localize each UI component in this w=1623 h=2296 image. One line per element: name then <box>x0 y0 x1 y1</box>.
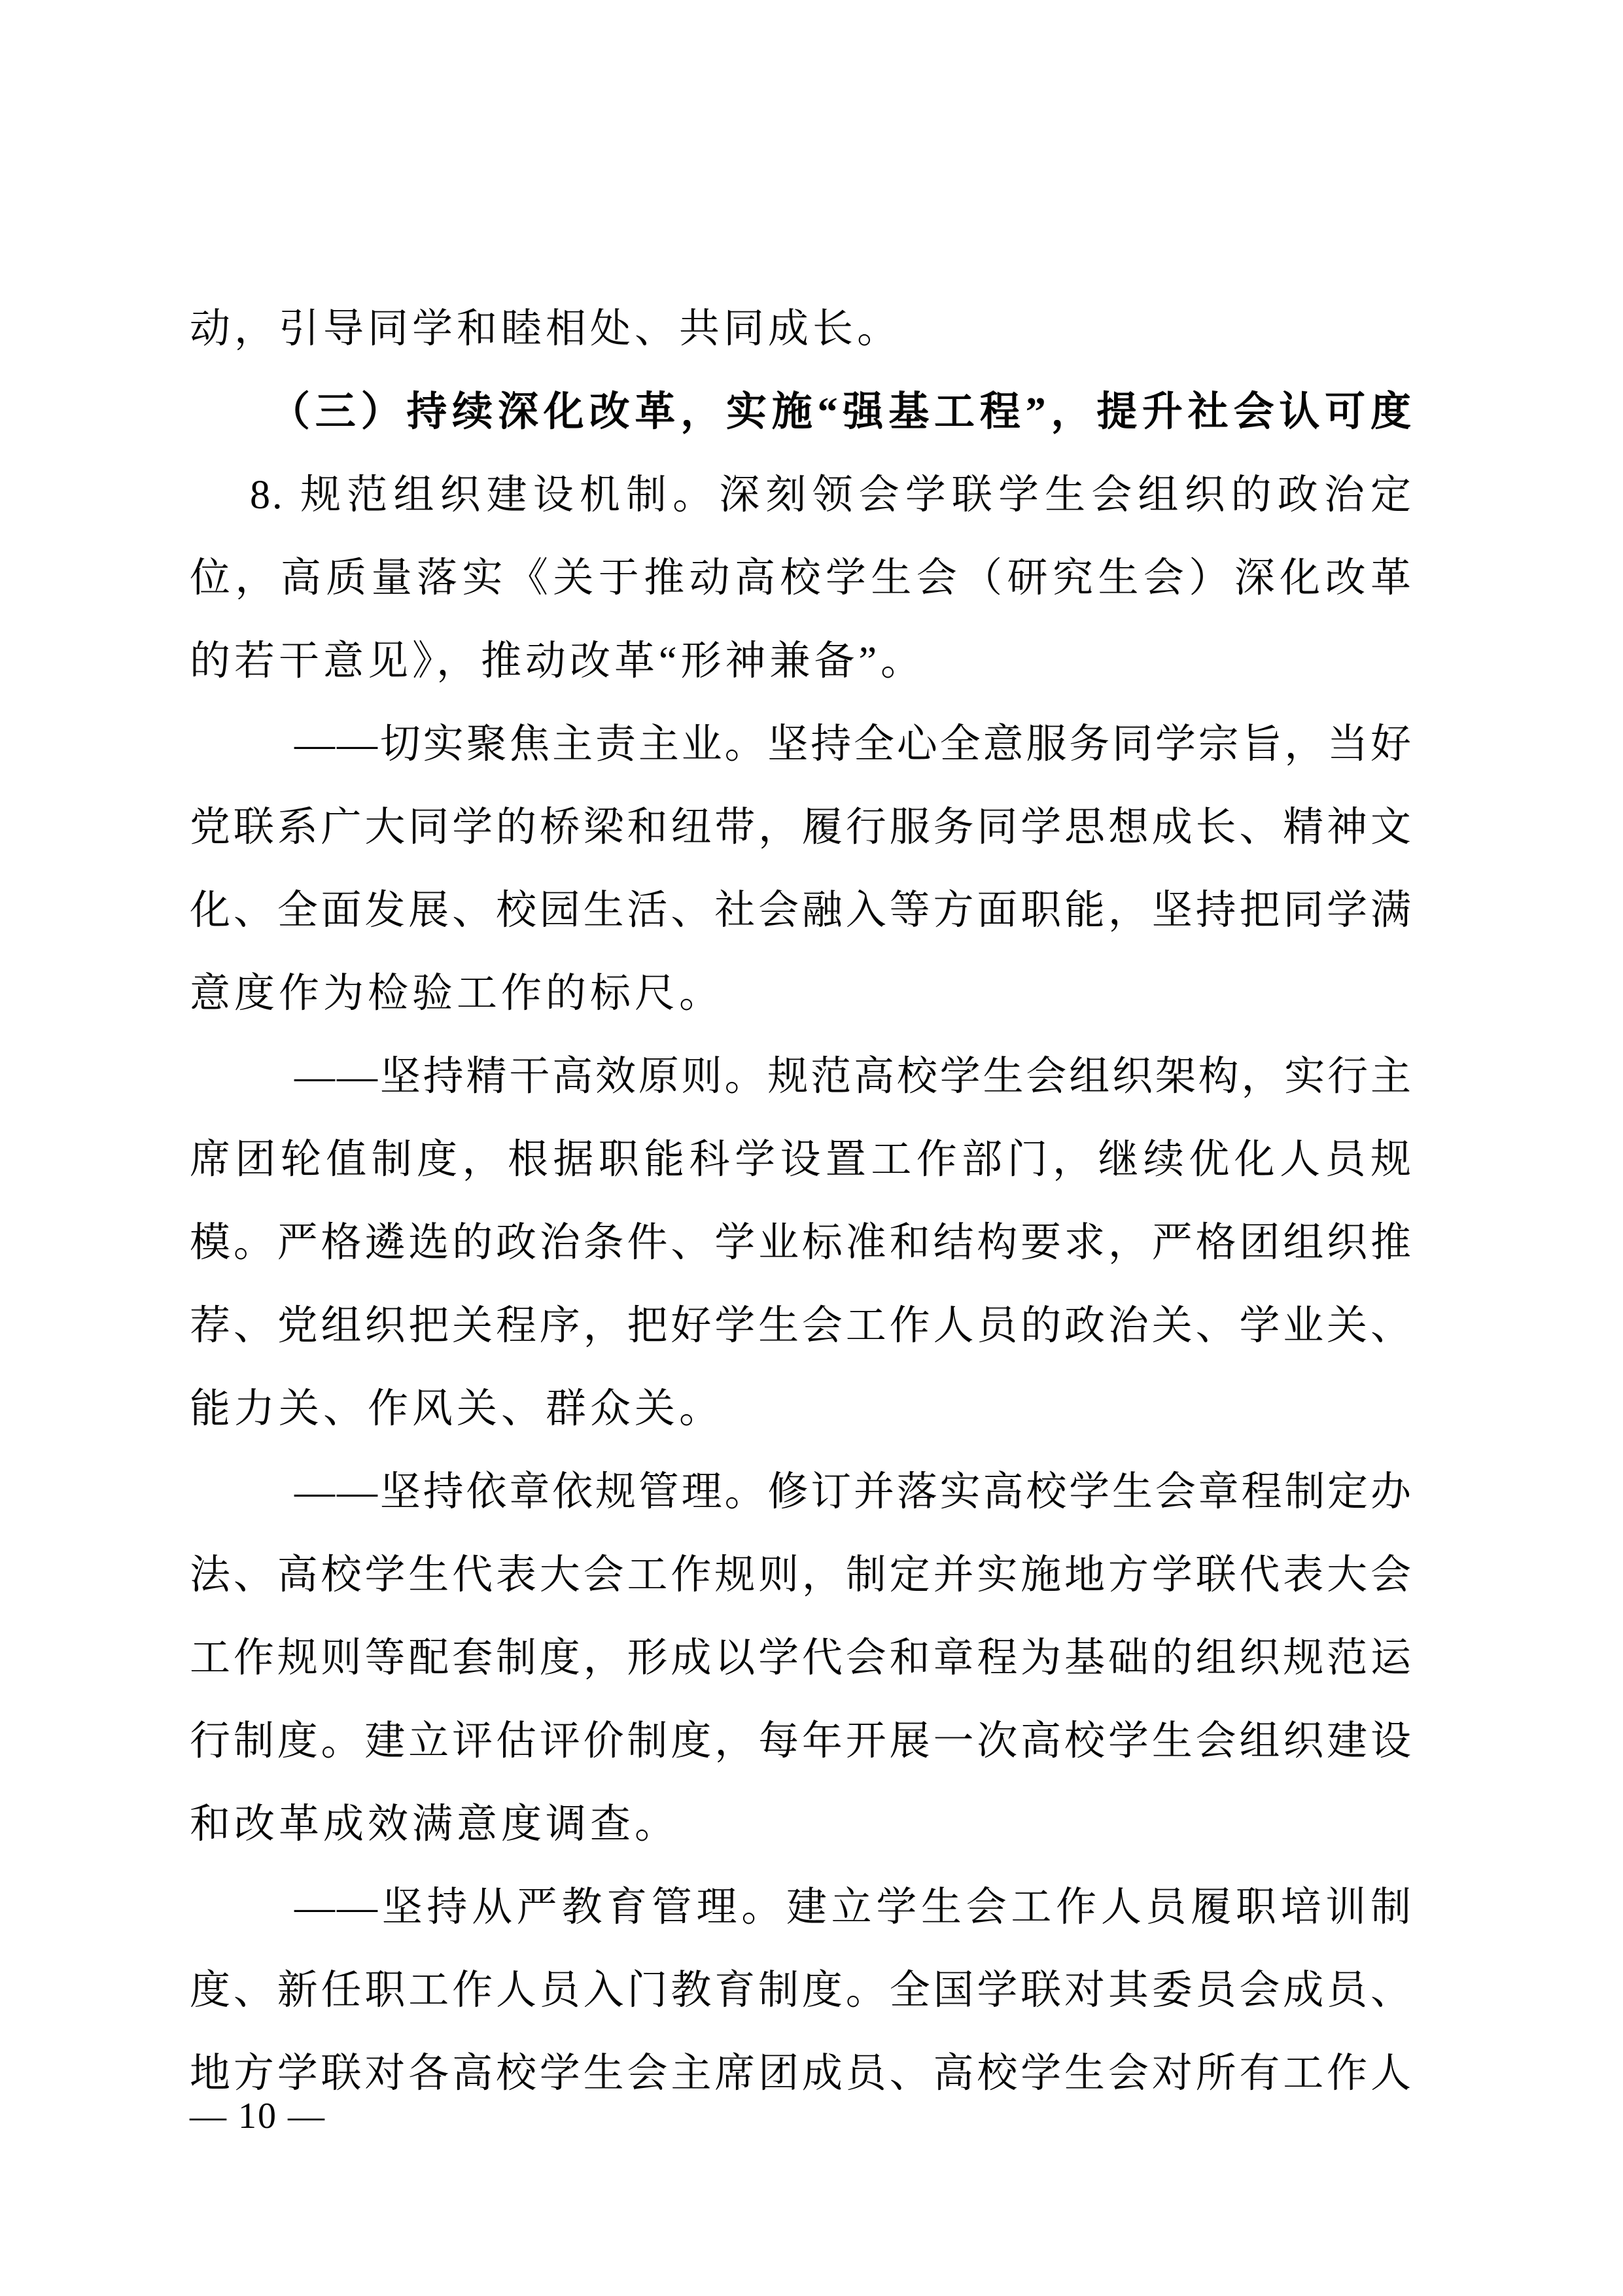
text-line: 和改革成效满意度调查。 <box>190 1802 680 1847</box>
text-line: 席团轮值制度，根据职能科学设置工作部门，继续优化人员规 <box>190 1138 1413 1182</box>
text-line: 的若干意见》，推动改革“形神兼备”。 <box>190 639 926 684</box>
text-line: ——坚持从严教育管理。建立学生会工作人员履职培训制 <box>294 1885 1413 1930</box>
text-line: 地方学联对各高校学生会主席团成员、高校学生会对所有工作人 <box>190 2051 1413 2096</box>
text-line: 荐、党组织把关程序，把好学生会工作人员的政治关、学业关、 <box>190 1304 1413 1348</box>
text-line: 度、新任职工作人员入门教育制度。全国学联对其委员会成员、 <box>190 1968 1413 2013</box>
text-line: 意度作为检验工作的标尺。 <box>190 971 724 1016</box>
text-line: 动，引导同学和睦相处、共同成长。 <box>190 307 902 351</box>
text-block <box>190 288 1413 2115</box>
text-line: 法、高校学生代表大会工作规则，制定并实施地方学联代表大会 <box>190 1553 1413 1597</box>
text-line: 化、全面发展、校园生活、社会融入等方面职能，坚持把同学满 <box>190 888 1413 933</box>
text-line: 8. 规范组织建设机制。深刻领会学联学生会组织的政治定 <box>250 473 1413 517</box>
text-line: 位，高质量落实《关于推动高校学生会（研究生会）深化改革 <box>190 556 1413 600</box>
text-line: ——切实聚焦主责主业。坚持全心全意服务同学宗旨，当好 <box>294 722 1413 767</box>
text-line: 工作规则等配套制度，形成以学代会和章程为基础的组织规范运 <box>190 1636 1413 1680</box>
page-number: — 10 — <box>190 2096 326 2136</box>
text-line: 能力关、作风关、群众关。 <box>190 1387 724 1431</box>
text-line: ——坚持依章依规管理。修订并落实高校学生会章程制定办 <box>294 1470 1413 1514</box>
text-line: 党联系广大同学的桥梁和纽带，履行服务同学思想成长、精神文 <box>190 805 1413 850</box>
text-line: 行制度。建立评估评价制度，每年开展一次高校学生会组织建设 <box>190 1719 1413 1764</box>
text-line: ——坚持精干高效原则。规范高校学生会组织架构，实行主 <box>294 1054 1413 1099</box>
section-heading: （三）持续深化改革，实施“强基工程”，提升社会认可度 <box>270 390 1413 434</box>
text-line: 模。严格遴选的政治条件、学业标准和结构要求，严格团组织推 <box>190 1221 1413 1265</box>
